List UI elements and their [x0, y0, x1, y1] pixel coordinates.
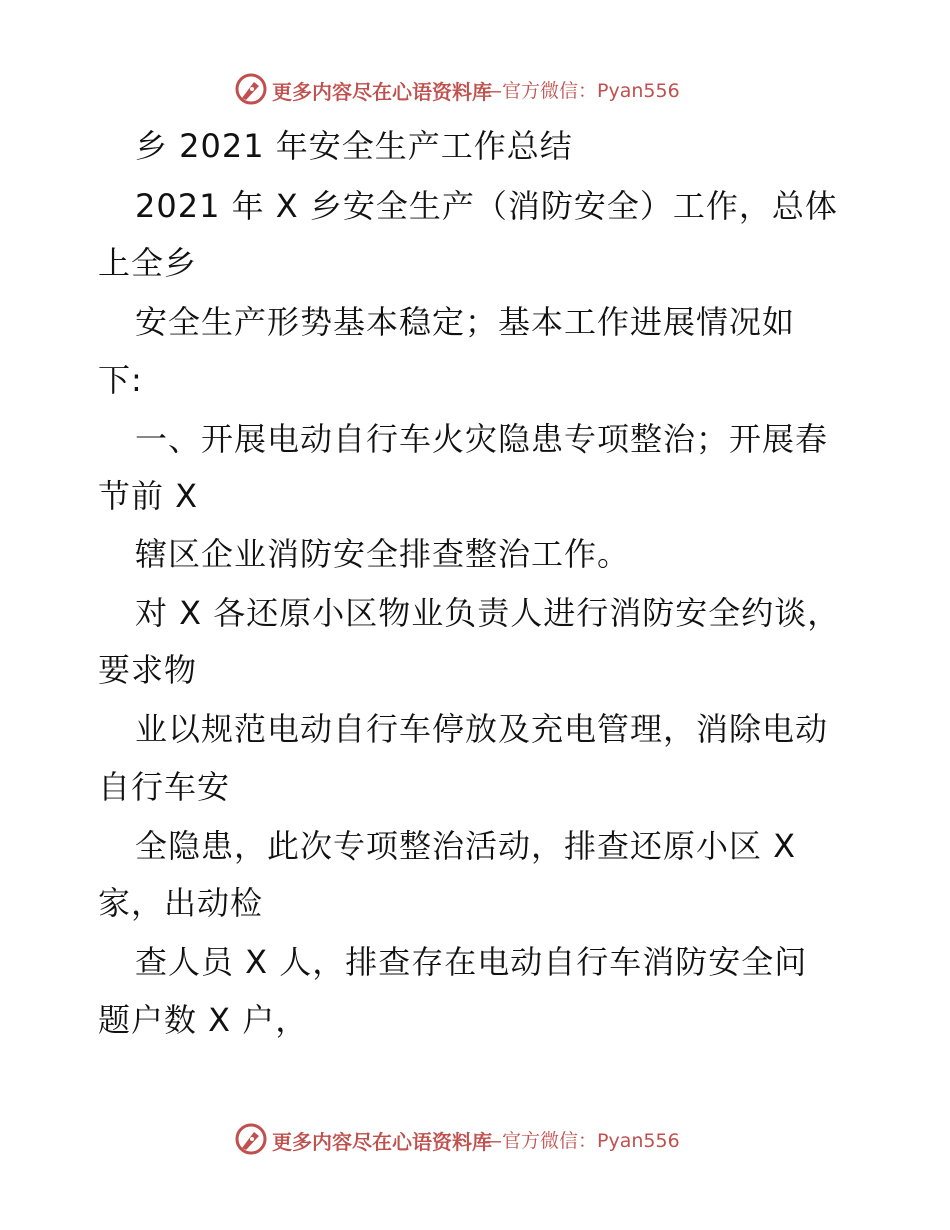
watermark-main-text: 更多内容尽在心语资料库 — [272, 80, 492, 104]
document-title: 乡 2021 年安全生产工作总结 — [135, 127, 573, 165]
paragraph-line: 题户数 X 户， — [98, 1001, 309, 1039]
watermark-wechat-text: —官方微信：Pyan556 — [483, 1130, 680, 1152]
paragraph-line: 安全生产形势基本稳定；基本工作进展情况如 — [135, 303, 796, 341]
watermark-banner-top — [0, 70, 950, 110]
paragraph-line: 2021 年 X 乡安全生产（消防安全）工作，总体 — [135, 187, 838, 225]
pen-nib-logo-icon — [234, 72, 268, 106]
paragraph-line: 业以规范电动自行车停放及充电管理，消除电动 — [135, 710, 829, 748]
paragraph-line: 辖区企业消防安全排查整治工作。 — [135, 535, 631, 573]
paragraph-line: 要求物 — [98, 651, 198, 689]
paragraph-line: 全隐患，此次专项整治活动，排查还原小区 X — [135, 827, 797, 865]
watermark-banner-bottom — [0, 1120, 950, 1160]
paragraph-line: 下: — [98, 361, 143, 399]
watermark-main-text: 更多内容尽在心语资料库 — [272, 1130, 492, 1154]
paragraph-line: 节前 X — [98, 477, 199, 515]
watermark-wechat-text: —官方微信：Pyan556 — [483, 80, 680, 102]
paragraph-line: 对 X 各还原小区物业负责人进行消防安全约谈， — [135, 594, 841, 632]
paragraph-line: 查人员 X 人，排查存在电动自行车消防安全问 — [135, 943, 808, 981]
pen-nib-logo-icon — [234, 1122, 268, 1156]
paragraph-line: 自行车安 — [98, 768, 231, 806]
paragraph-line: 上全乡 — [98, 244, 198, 282]
paragraph-line: 家，出动检 — [98, 884, 264, 922]
paragraph-line: 一、开展电动自行车火灾隐患专项整治；开展春 — [135, 420, 829, 458]
